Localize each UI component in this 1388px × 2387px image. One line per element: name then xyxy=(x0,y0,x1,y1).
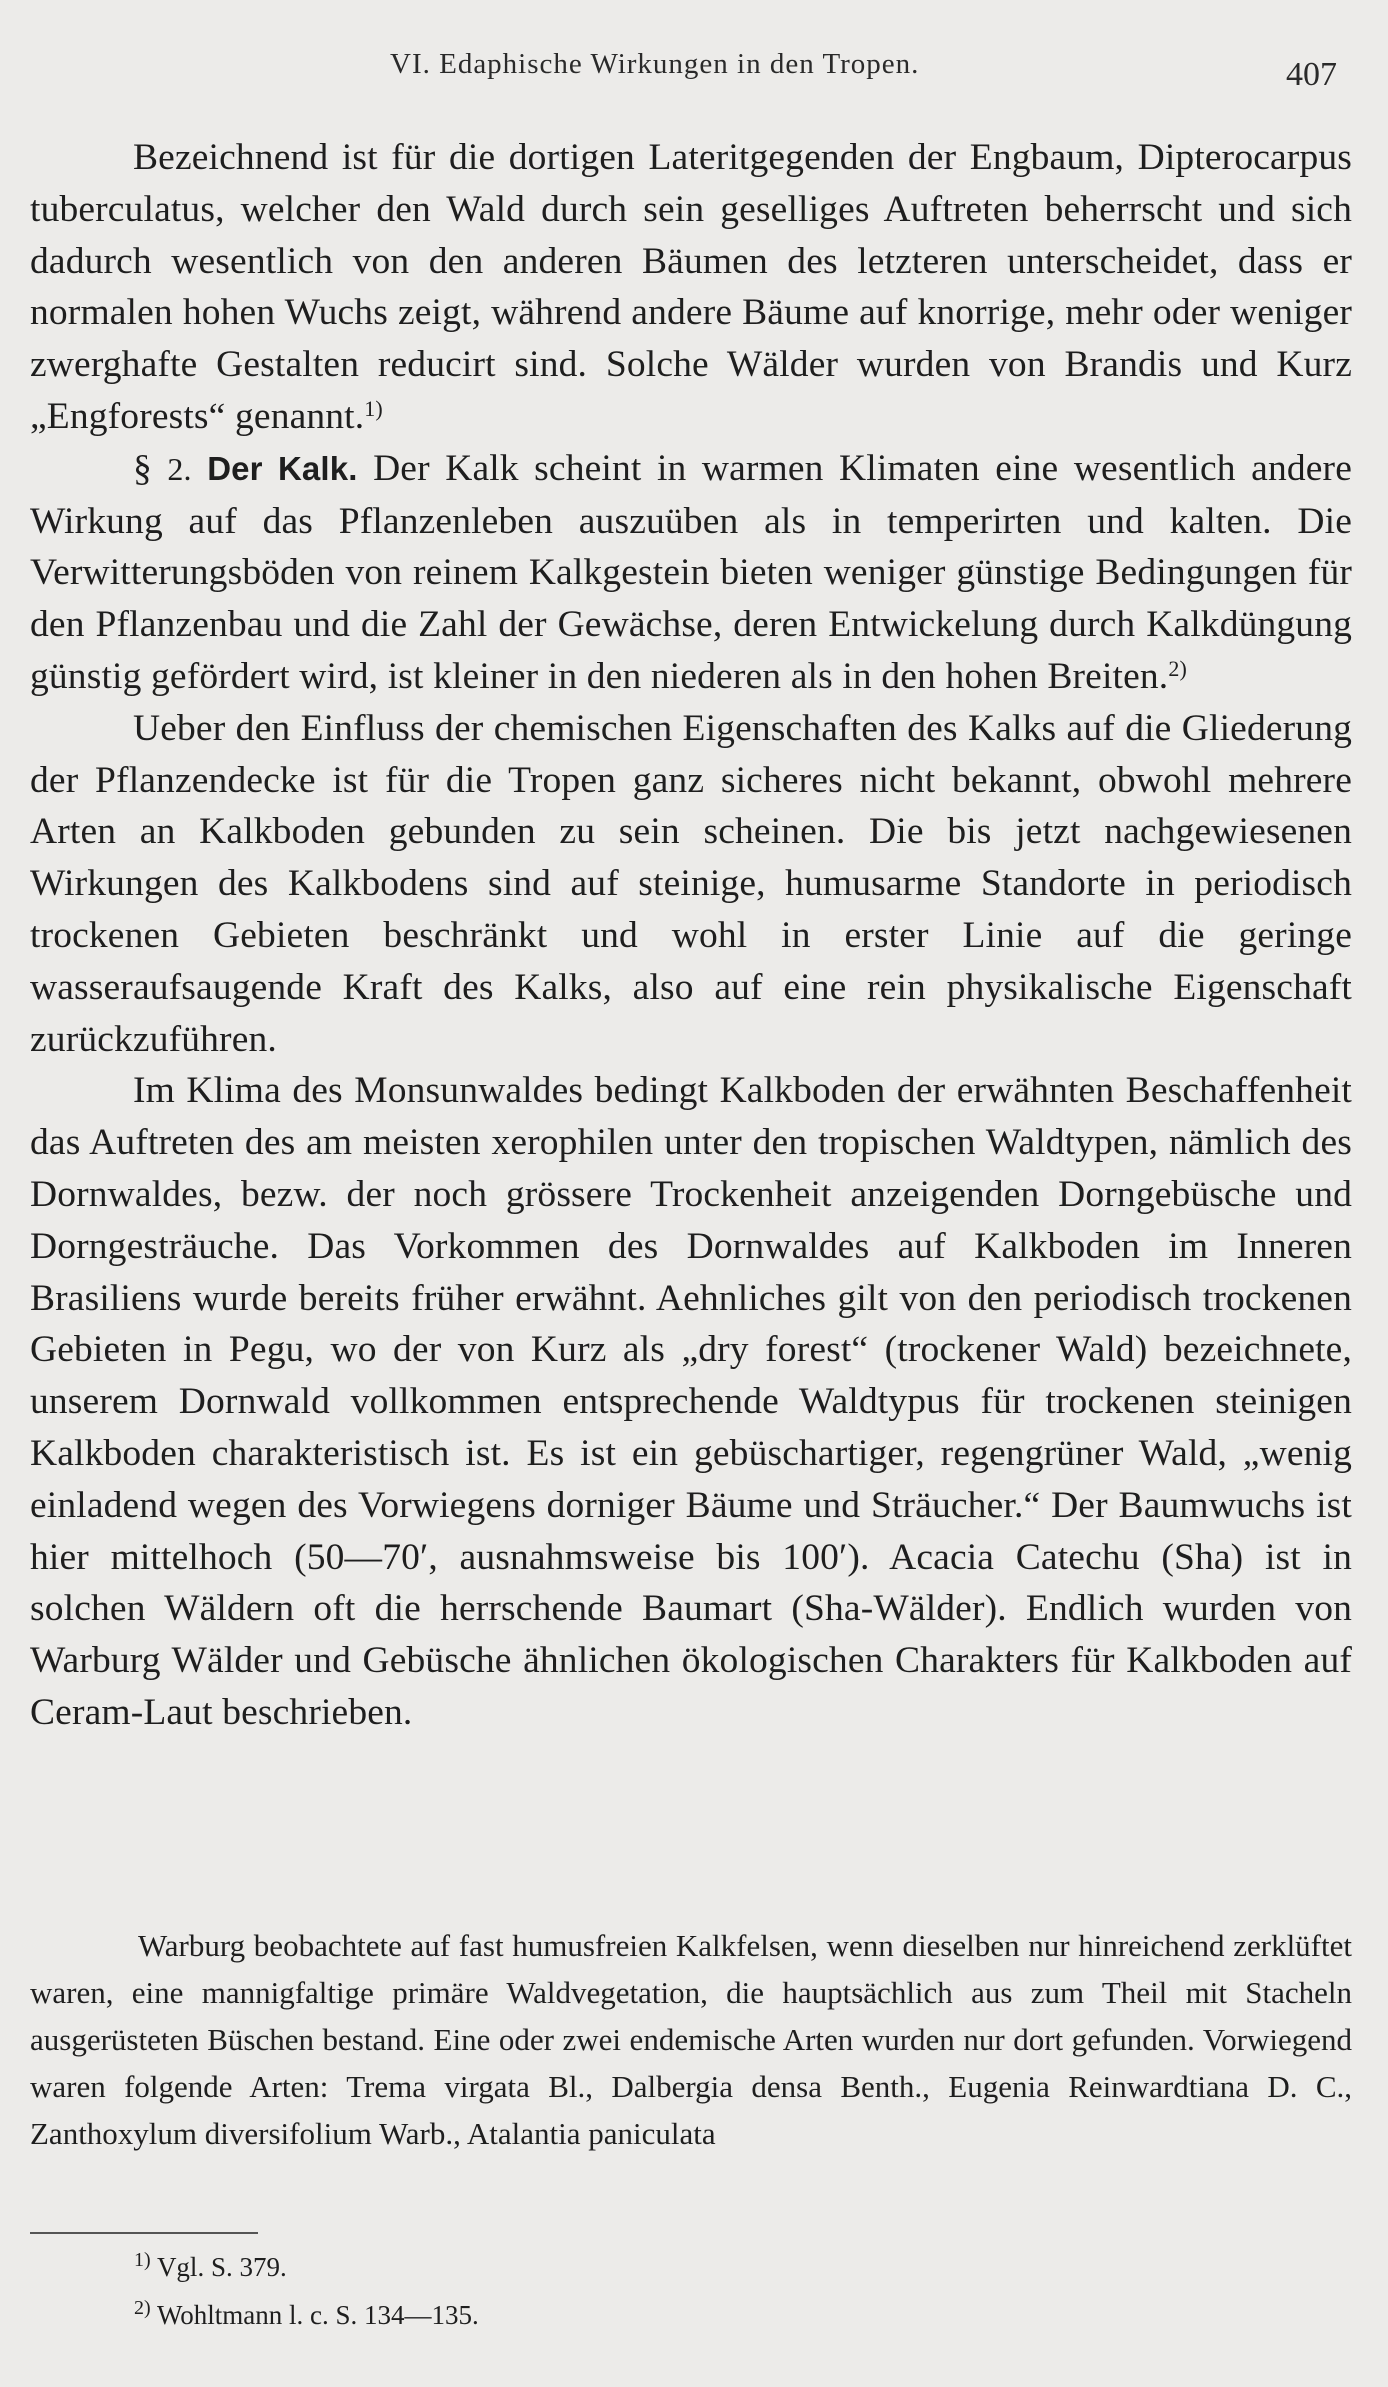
section-number: 2. xyxy=(167,450,192,487)
paragraph-warburg-small-print: Warburg beobachtete auf fast humusfreien Kalkfelsen, wenn dieselben nur hinreichend zerklüftet waren, eine mannigfaltige primäre Waldvegetation, die hauptsächlich aus zum Theil mit Stacheln ausgerüsteten Büschen bestand. Eine oder zwei endemische Arten wurden nur dort gefunden. Vorwiegend waren folgende Arten: Trema virgata Bl., Dalbergia densa Benth., Eugenia Reinwardtiana D. C., Zanthoxylum diversifolium Warb., Atalantia paniculata xyxy=(30,1928,1352,2151)
footnote-2 xyxy=(134,2288,479,2336)
footnotes xyxy=(134,2240,479,2336)
footnote-divider xyxy=(30,2232,258,2234)
paragraph-text: Bezeichnend ist für die dortigen Lateritgegenden der Engbaum, Dipterocarpus tuberculatus, welcher den Wald durch sein geselliges Auftreten beherrscht und sich dadurch wesentlich von den anderen Bäumen des letzteren unterscheidet, dass er normalen hohen Wuchs zeigt, während andere Bäume auf knorrige, mehr oder weniger zwerghafte Gestalten reducirt sind. Solche Wälder wurden von Brandis und Kurz „Engforests“ genannt. xyxy=(30,137,1352,437)
running-head: VI. Edaphische Wirkungen in den Tropen. xyxy=(390,48,920,80)
paragraph-text: Der Kalk scheint in warmen Klimaten eine wesentlich andere Wirkung auf das Pflanzenleben auszuüben als in temperirten und kalten. Die Verwitterungsböden von reinem Kalkgestein bieten weniger günstige Bedingungen für den Pflanzenbau und die Zahl der Gewächse, deren Entwickelung durch Kalkdüngung günstig gefördert wird, ist kleiner in den niederen als in den hohen Breiten. xyxy=(30,447,1352,697)
paragraph-monsunwald: Im Klima des Monsunwaldes bedingt Kalkboden der erwähnten Beschaffenheit das Auftreten des am meisten xerophilen unter den tropischen Waldtypen, nämlich des Dornwaldes, bezw. der noch grössere Trockenheit anzeigenden Dorngebüsche und Dorngesträuche. Das Vorkommen des Dornwaldes auf Kalkboden im Inneren Brasiliens wurde bereits früher erwähnt. Aehnliches gilt von den periodisch trockenen Gebieten in Pegu, wo der von Kurz als „dry forest“ (trockener Wald) bezeichnete, unserem Dornwald vollkommen entsprechende Waldtypus für trockenen steinigen Kalkboden charakteristisch ist. Es ist ein gebüschartiger, regengrüner Wald, „wenig einladend wegen des Vorwiegens dorniger Bäume und Sträucher.“ Der Baumwuchs ist hier mittelhoch (50—70′, ausnahmsweise bis 100′). Acacia Catechu (Sha) ist in solchen Wäldern oft die herrschende Baumart (Sha-Wälder). Endlich wurden von Warburg Wälder und Gebüsche ähnlichen ökologischen Charakters für Kalkboden auf Ceram-Laut beschrieben. xyxy=(30,1070,1352,1733)
paragraph-kalk-section xyxy=(30,443,1352,703)
footnote-1 xyxy=(134,2240,479,2288)
paragraph-einfluss: Ueber den Einfluss der chemischen Eigenschaften des Kalks auf die Gliederung der Pflanzendecke ist für die Tropen ganz sicheres nicht bekannt, obwohl mehrere Arten an Kalkboden gebunden zu sein scheinen. Die bis jetzt nachgewiesenen Wirkungen des Kalkbodens sind auf steinige, humusarme Standorte in periodisch trockenen Gebieten beschränkt und wohl in erster Linie auf die geringe wasseraufsaugende Kraft des Kalks, also auf eine rein physikalische Eigenschaft zurückzuführen. xyxy=(30,707,1352,1060)
footnote-text: Wohltmann l. c. S. 134—135. xyxy=(156,2300,479,2330)
footnote-mark: 2) xyxy=(134,2297,151,2319)
page-number: 407 xyxy=(1286,56,1337,93)
small-print-block xyxy=(30,1922,1352,2157)
footnote-mark: 1) xyxy=(134,2249,151,2271)
footnote-ref-2: 2) xyxy=(1168,655,1187,681)
section-symbol: § xyxy=(133,447,152,489)
paragraph-engbaum xyxy=(30,132,1352,443)
footnote-ref-1: 1) xyxy=(364,395,383,421)
section-title: Der Kalk. xyxy=(207,449,358,487)
main-text xyxy=(30,132,1352,1739)
footnote-text: Vgl. S. 379. xyxy=(156,2252,287,2282)
page-header xyxy=(0,48,1388,98)
